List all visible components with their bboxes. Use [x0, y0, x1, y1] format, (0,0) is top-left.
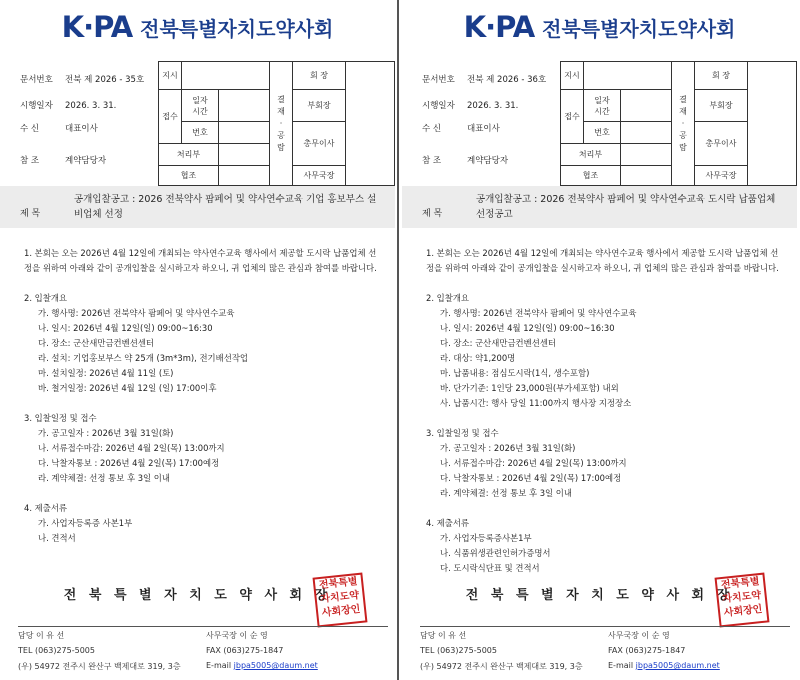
reference-row: [422, 154, 508, 166]
list-item: 다. 도시락식단표 및 견적서: [440, 563, 540, 573]
email-link[interactable]: jbpa5005@daum.net: [233, 661, 318, 670]
doc-date-label: 시행일자: [20, 101, 53, 111]
list-item: 바. 철거일정: 2026년 4월 12일 (일) 17:00이후: [38, 383, 217, 393]
notice-page-1: [0, 0, 395, 680]
gen-label: 총무이사: [695, 122, 748, 166]
fax: FAX (063)275-1847: [608, 646, 686, 655]
receipt-no-cell: [621, 122, 672, 144]
sign-area: [748, 62, 797, 186]
secretary-name: 사무국장 이 순 영: [608, 631, 670, 640]
doc-date-row: [20, 99, 116, 111]
page-divider: [397, 0, 399, 680]
org-logo: [402, 10, 797, 44]
coop-cell: [219, 166, 270, 186]
doc-date: 2026. 3. 31.: [65, 101, 117, 111]
list-item: 라. 대상: 약1,200명: [440, 353, 516, 363]
list-item: 마. 납품내용: 점심도시락(1식, 생수포함): [440, 368, 590, 378]
footer-phone-row: [420, 646, 790, 655]
org-name: 전북특별자치도약사회: [140, 16, 334, 41]
list-item: 가. 사업자등록증사본1부: [440, 533, 532, 543]
directive-label: 지시: [561, 62, 584, 90]
reference: 계약담당자: [467, 156, 509, 166]
approval-label: 결 재 · 공 람: [270, 62, 293, 186]
vice-label: 부회장: [695, 90, 748, 122]
sec-label: 사무국장: [695, 166, 748, 186]
overview-list: [426, 306, 786, 411]
reference-label: 참 조: [422, 156, 442, 166]
doc-number-row: [422, 73, 546, 85]
secretary-name: 사무국장 이 순 영: [206, 631, 268, 640]
notice-page-2: [402, 0, 797, 680]
official-seal: [313, 573, 368, 628]
list-item: 나. 서류접수마감: 2026년 4월 2일(목) 13:00까지: [440, 458, 627, 468]
section-schedule-title: 3. 입찰일정 및 접수: [426, 428, 499, 438]
list-item: 나. 견적서: [38, 533, 76, 543]
section-overview-title: 2. 입찰개요: [24, 293, 68, 303]
reference-label: 참 조: [20, 156, 40, 166]
doc-number-label: 문서번호: [422, 75, 455, 85]
recipient-label: 수 신: [20, 124, 40, 134]
sign-area: [346, 62, 395, 186]
coop-label: 협조: [159, 166, 219, 186]
signature-line: 전 북 특 별 자 치 도 약 사 회 장: [465, 588, 734, 603]
subject-text: 공개입찰공고 : 2026 전북약사 팜페어 및 약사연수교육 기업 홍보부스 설비업체 선정: [74, 194, 377, 220]
approval-table: [158, 61, 395, 186]
footer-contacts-row: [420, 630, 790, 641]
section-docs-title: 4. 제출서류: [24, 503, 68, 513]
dept-cell: [621, 144, 672, 166]
recipient: 대표이사: [467, 124, 500, 134]
approval-label: 결 재 · 공 람: [672, 62, 695, 186]
list-item: 라. 계약체결: 선정 통보 후 3일 이내: [440, 488, 572, 498]
overview-list: [24, 306, 384, 396]
email-wrap: [206, 661, 318, 670]
person-in-charge: 담당 이 유 선: [420, 631, 467, 640]
doc-number-row: [20, 73, 144, 85]
seal-text: 전북특별 자치도약 사회장인: [720, 576, 763, 619]
intro-paragraph: 1. 본회는 오는 2026년 4월 12일에 개최되는 약사연수교육 행사에서 제공할 도시락 납품업체 선정을 위하여 아래와 같이 공개입찰을 실시하고자 하오니, 귀 업체의 많은 관심과 참여를 바랍니다.: [24, 248, 377, 273]
recipient-row: [422, 122, 500, 134]
schedule-list: [24, 426, 384, 486]
official-seal: [715, 573, 770, 628]
email-label: E-mail: [608, 661, 634, 670]
subject-row: [402, 186, 797, 228]
doc-number: 전북 제 2026 - 36호: [467, 75, 547, 85]
list-item: 다. 장소: 군산새만금컨벤션센터: [440, 338, 556, 348]
list-item: 사. 납품시간: 행사 당일 11:00까지 행사장 지정장소: [440, 398, 632, 408]
address: (우) 54972 전주시 완산구 백제대로 319, 3층: [18, 662, 181, 671]
list-item: 다. 장소: 군산새만금컨벤션센터: [38, 338, 154, 348]
receipt-label: 접수: [159, 90, 182, 144]
recipient-row: [20, 122, 98, 134]
phone: TEL (063)275-5005: [420, 646, 497, 655]
footer-address-row: [18, 661, 388, 672]
signature-line: 전 북 특 별 자 치 도 약 사 회 장: [63, 588, 332, 603]
receipt-no-label: 번호: [584, 122, 621, 144]
list-item: 다. 낙찰자통보 : 2026년 4월 2일(목) 17:00예정: [440, 473, 622, 483]
notice-body: [426, 246, 786, 576]
list-item: 가. 사업자등록증 사본1부: [38, 518, 133, 528]
schedule-list: [426, 441, 786, 501]
receipt-date-label: 일자 시간: [182, 90, 219, 122]
list-item: 나. 일시: 2026년 4월 12일(일) 09:00~16:30: [440, 323, 615, 333]
dept-cell: [219, 144, 270, 166]
list-item: 라. 계약체결: 선정 통보 후 3일 이내: [38, 473, 170, 483]
kpa-logo: K·PA: [61, 10, 133, 44]
chair-label: 회 장: [293, 62, 346, 90]
list-item: 다. 낙찰자통보 : 2026년 4월 2일(목) 17:00예정: [38, 458, 220, 468]
footer-phone-row: [18, 646, 388, 655]
doc-date: 2026. 3. 31.: [467, 101, 519, 111]
seal-text: 전북특별 자치도약 사회장인: [318, 576, 361, 619]
sec-label: 사무국장: [293, 166, 346, 186]
directive-cell: [182, 62, 270, 90]
list-item: 나. 서류접수마감: 2026년 4월 2일(목) 13:00까지: [38, 443, 225, 453]
email-wrap: [608, 661, 720, 670]
intro-paragraph: 1. 본회는 오는 2026년 4월 12일에 개최되는 약사연수교육 행사에서 제공할 도시락 납품업체 선정을 위하여 아래와 같이 공개입찰을 실시하고자 하오니, 귀 업체의 많은 관심과 참여를 바랍니다.: [426, 248, 779, 273]
subject-row: [0, 186, 395, 228]
approval-table: [560, 61, 797, 186]
person-in-charge: 담당 이 유 선: [18, 631, 65, 640]
directive-cell: [584, 62, 672, 90]
doc-date-row: [422, 99, 518, 111]
dept-label: 처리부: [561, 144, 621, 166]
section-schedule-title: 3. 입찰일정 및 접수: [24, 413, 97, 423]
list-item: 가. 공고일자 : 2026년 3월 31일(화): [38, 428, 174, 438]
footer-rule: [18, 626, 388, 627]
phone: TEL (063)275-5005: [18, 646, 95, 655]
doc-date-label: 시행일자: [422, 101, 455, 111]
footer-address-row: [420, 661, 790, 672]
footer-contacts-row: [18, 630, 388, 641]
list-item: 가. 행사명: 2026년 전북약사 팜페어 및 약사연수교육: [38, 308, 235, 318]
vice-label: 부회장: [293, 90, 346, 122]
doc-number: 전북 제 2026 - 35호: [65, 75, 145, 85]
chair-label: 회 장: [695, 62, 748, 90]
recipient: 대표이사: [65, 124, 98, 134]
directive-label: 지시: [159, 62, 182, 90]
subject-label: 제 목: [20, 209, 41, 219]
receipt-date-cell: [219, 90, 270, 122]
section-docs-title: 4. 제출서류: [426, 518, 470, 528]
email-label: E-mail: [206, 661, 232, 670]
email-link[interactable]: jbpa5005@daum.net: [635, 661, 720, 670]
coop-label: 협조: [561, 166, 621, 186]
reference-row: [20, 154, 106, 166]
section-overview-title: 2. 입찰개요: [426, 293, 470, 303]
list-item: 마. 설치일정: 2026년 4월 11일 (토): [38, 368, 174, 378]
fax: FAX (063)275-1847: [206, 646, 284, 655]
list-item: 바. 단가기준: 1인당 23,000원(부가세포함) 내외: [440, 383, 619, 393]
list-item: 나. 식품위생관련인허가증명서: [440, 548, 551, 558]
subject-label: 제 목: [422, 209, 443, 219]
recipient-label: 수 신: [422, 124, 442, 134]
list-item: 라. 설치: 기업홍보부스 약 25개 (3m*3m), 전기배선작업: [38, 353, 249, 363]
documents-list: [24, 516, 384, 546]
org-name: 전북특별자치도약사회: [542, 16, 736, 41]
address: (우) 54972 전주시 완산구 백제대로 319, 3층: [420, 662, 583, 671]
receipt-no-label: 번호: [182, 122, 219, 144]
receipt-no-cell: [219, 122, 270, 144]
dept-label: 처리부: [159, 144, 219, 166]
doc-number-label: 문서번호: [20, 75, 53, 85]
receipt-label: 접수: [561, 90, 584, 144]
notice-body: [24, 246, 384, 546]
reference: 계약담당자: [65, 156, 107, 166]
list-item: 가. 공고일자 : 2026년 3월 31일(화): [440, 443, 576, 453]
documents-list: [426, 531, 786, 576]
coop-cell: [621, 166, 672, 186]
subject-text: 공개입찰공고 : 2026 전북약사 팜페어 및 약사연수교육 도시락 납품업체 선정공고: [476, 194, 776, 220]
receipt-date-cell: [621, 90, 672, 122]
gen-label: 총무이사: [293, 122, 346, 166]
kpa-logo: K·PA: [463, 10, 535, 44]
footer-rule: [420, 626, 790, 627]
list-item: 가. 행사명: 2026년 전북약사 팜페어 및 약사연수교육: [440, 308, 637, 318]
list-item: 나. 일시: 2026년 4월 12일(일) 09:00~16:30: [38, 323, 213, 333]
org-logo: [0, 10, 395, 44]
receipt-date-label: 일자 시간: [584, 90, 621, 122]
